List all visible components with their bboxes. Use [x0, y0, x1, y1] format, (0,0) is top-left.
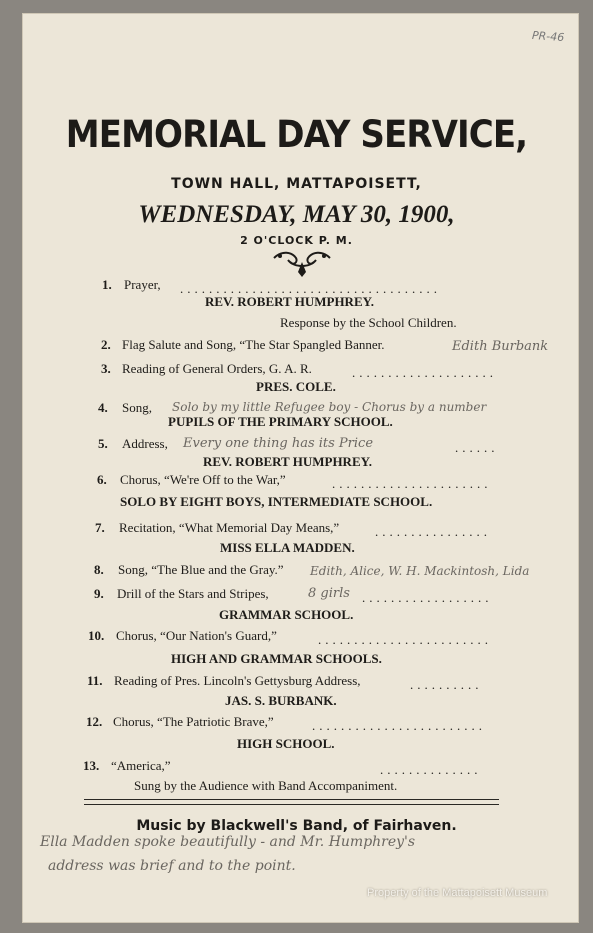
date-line: WEDNESDAY, MAY 30, 1900,	[138, 201, 455, 228]
item-title: Chorus, “The Patriotic Brave,”	[113, 714, 274, 729]
dot-leader: ................	[375, 524, 491, 539]
dot-leader: ......................	[332, 476, 492, 491]
item-number: 1.	[102, 277, 112, 292]
item-number: 9.	[94, 586, 104, 601]
item-number: 12.	[86, 714, 103, 729]
handwritten-note: Edith, Alice, W. H. Mackintosh, Lida	[310, 564, 530, 578]
item-title: Song, “The Blue and the Gray.”	[118, 562, 284, 577]
item-performer: GRAMMAR SCHOOL.	[219, 607, 354, 622]
item-title: Chorus, “Our Nation's Guard,”	[116, 628, 277, 643]
dot-leader: ........................	[318, 632, 492, 647]
watermark: Property of the Mattapoisett Museum	[367, 887, 548, 899]
item-number: 3.	[101, 361, 111, 376]
item-performer: REV. ROBERT HUMPHREY.	[205, 294, 375, 309]
dot-leader: ....................................	[180, 281, 441, 296]
item-number: 5.	[98, 436, 108, 451]
item-title: Drill of the Stars and Stripes,	[117, 586, 269, 601]
divider-rule	[84, 799, 499, 800]
handwritten-note: Solo by my little Refugee boy - Chorus by a number	[172, 400, 487, 414]
item-number: 8.	[94, 562, 104, 577]
page-title: MEMORIAL DAY SERVICE,	[65, 113, 528, 156]
ornament-icon	[270, 248, 334, 278]
item-performer: PRES. COLE.	[256, 379, 336, 394]
item-title: Reading of Pres. Lincoln's Gettysburg Address,	[114, 673, 361, 688]
item-title: Reading of General Orders, G. A. R.	[122, 361, 312, 376]
item-title: Prayer,	[124, 277, 161, 292]
item-performer: PUPILS OF THE PRIMARY SCHOOL.	[168, 414, 393, 429]
dot-leader: ..................	[362, 590, 493, 605]
item-title: Flag Salute and Song, “The Star Spangled Banner.	[122, 337, 385, 352]
item-performer: HIGH SCHOOL.	[237, 736, 335, 751]
item-number: 6.	[97, 472, 107, 487]
item-note: Response by the School Children.	[280, 315, 457, 330]
item-title: Address,	[122, 436, 168, 451]
archive-mark: PR-46	[531, 28, 565, 45]
item-title: Song,	[122, 400, 152, 415]
item-number: 4.	[98, 400, 108, 415]
handwritten-note: Ella Madden spoke beautifully - and Mr. Humphrey's	[40, 834, 416, 850]
handwritten-note: address was brief and to the point.	[48, 858, 296, 874]
dot-leader: ........................	[312, 718, 486, 733]
item-number: 2.	[101, 337, 111, 352]
item-performer: REV. ROBERT HUMPHREY.	[203, 454, 373, 469]
handwritten-note: Edith Burbank	[452, 339, 549, 354]
divider-rule	[84, 804, 499, 805]
item-performer: HIGH AND GRAMMAR SCHOOLS.	[171, 651, 382, 666]
dot-leader: ....................	[352, 365, 497, 380]
item-note: Sung by the Audience with Band Accompaniment.	[134, 778, 398, 793]
dot-leader: ..............	[380, 762, 482, 777]
item-performer: JAS. S. BURBANK.	[225, 693, 337, 708]
time-line: 2 O'CLOCK P. M.	[240, 234, 353, 247]
handwritten-note: Every one thing has its Price	[183, 436, 374, 451]
item-title: “America,”	[111, 758, 171, 773]
item-number: 11.	[87, 673, 103, 688]
item-performer: MISS ELLA MADDEN.	[220, 540, 355, 555]
music-credit: Music by Blackwell's Band, of Fairhaven.	[136, 818, 457, 834]
item-number: 13.	[83, 758, 100, 773]
handwritten-note: 8 girls	[308, 586, 350, 601]
item-number: 7.	[95, 520, 105, 535]
dot-leader: ..........	[410, 677, 483, 692]
item-title: Chorus, “We're Off to the War,”	[120, 472, 286, 487]
item-title: Recitation, “What Memorial Day Means,”	[119, 520, 340, 535]
venue-line: TOWN HALL, MATTAPOISETT,	[171, 176, 422, 192]
item-number: 10.	[88, 628, 105, 643]
dot-leader: ......	[455, 440, 499, 455]
item-performer: SOLO BY EIGHT BOYS, INTERMEDIATE SCHOOL.	[120, 494, 433, 509]
